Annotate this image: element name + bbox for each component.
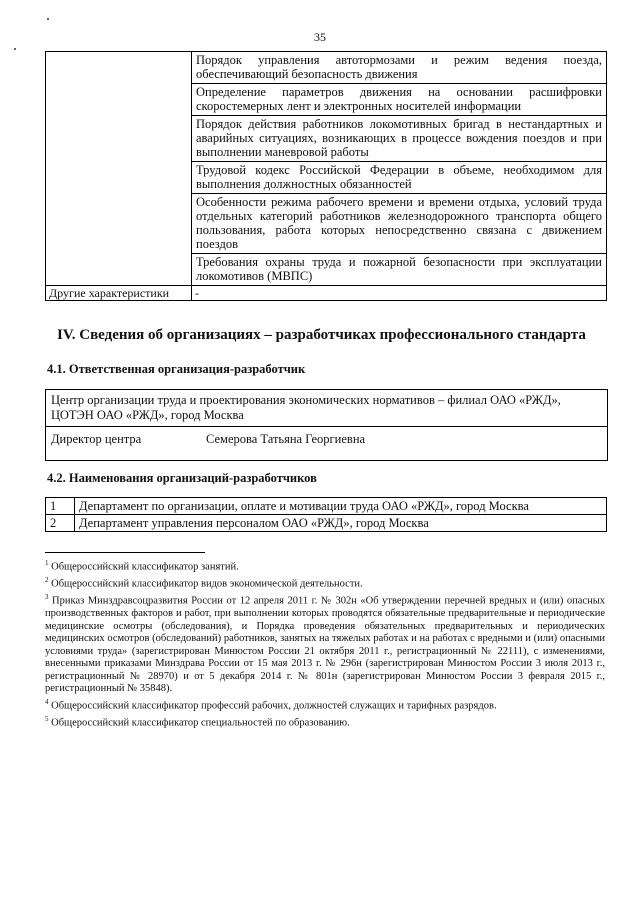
footnote-mark: 5 [45,714,49,723]
footnote [45,574,605,591]
subsection-title-4-1: 4.1. Ответственная организация-разработчик [47,362,306,376]
footnote-mark: 2 [45,576,49,584]
row-number: 1 [46,498,75,515]
table-row [46,515,607,532]
developer-name: Департамент управления персоналом ОАО «РЖД», город Москва [75,515,607,532]
other-characteristics-value: - [192,286,607,301]
table-cell: Требования охраны труда и пожарной безопасности при эксплуатации локомотивов (МВПС) [192,254,607,286]
footnote-text: Общероссийский классификатор видов экономической деятельности. [48,578,363,590]
head-role: Директор центра [51,432,142,446]
responsible-organization-box [45,389,608,461]
scan-dot [14,48,16,50]
table-row [46,52,607,84]
table-cell: Трудовой кодекс Российской Федерации в объеме, необходимом для выполнения должностных обязанностей [192,162,607,194]
footnote-text: Общероссийский классификатор профессий рабочих, должностей служащих и тарифных разрядов. [48,700,497,711]
scan-dot [47,18,49,20]
footnote-text: Общероссийский классификатор специальностей по образованию. [48,717,350,728]
page-number: 35 [314,30,326,44]
footnote-mark: 4 [45,697,49,706]
footnote [45,696,605,713]
developers-table [45,497,607,532]
other-characteristics-label: Другие характеристики [46,286,192,301]
table-row-other [46,286,607,301]
footnote-mark: 1 [45,559,49,567]
table-cell: Порядок управления автотормозами и режим ведения поезда, обеспечивающий безопасность движения [192,52,607,84]
row-number: 2 [46,515,75,532]
table-cell-empty [46,52,192,286]
footnote-mark: 3 [45,593,49,601]
subsection-title-4-2: 4.2. Наименования организаций-разработчиков [47,471,317,485]
table-cell: Определение параметров движения на основании расшифровки скоростемерных лент и электронных носителей информации [192,84,607,116]
footnote-text: Общероссийский классификатор занятий. [48,561,239,573]
table-cell: Особенности режима рабочего времени и времени отдыха, условий труда отдельных категорий работников железнодорожного транспорта общего пользования, работа которых непосредственно связана с движением поездов [192,194,607,254]
divider [46,426,607,427]
footnote [45,591,605,696]
footnote [45,713,605,730]
footnote-separator [45,552,205,553]
organization-name: Центр организации труда и проектирования экономических нормативов – филиал ОАО «РЖД», ЦОТЭН ОАО «РЖД», город Москва [51,393,561,422]
developer-name: Департамент по организации, оплате и мотивации труда ОАО «РЖД», город Москва [75,498,607,515]
requirements-table [45,51,607,301]
head-name: Семерова Татьяна Георгиевна [206,432,366,446]
footnote [45,557,605,574]
footnote-text: Приказ Минздравсоцразвития России от 12 апреля 2011 г. № 302н «Об утверждении перечней вредных и (или) опасных производственных факторов и работ, при выполнении которых проводятся обязательные предварительные и периодические медицинские осмотры (обследования), и Порядка проведения обязательных предварительных и периодических медицинских осмотров (обследований) работников, занятых на тяжелых работах и на работах с вредными и (или) опасными условиями труда» (зарегистрирован Минюстом России 21 октября 2011 г., регистрационный № 22111), с изменениями, внесенными приказами Минздрава России от 15 мая 2013 г. № 296н (зарегистрирован Минюстом России 3 июля 2013 г., регистрационный № 28970) и от 5 декабря 2014 г. № 801н (зарегистрирован Минюстом России 3 февраля 2015 г., регистрационный № 35848). [45,595,605,694]
section-title: IV. Сведения об организациях – разработчиках профессионального стандарта [57,327,586,343]
table-cell: Порядок действия работников локомотивных бригад в нестандартных и аварийных ситуациях, возникающих в процессе вождения поездов и при выполнении маневровой работы [192,116,607,162]
table-row [46,498,607,515]
footnotes [45,557,605,730]
